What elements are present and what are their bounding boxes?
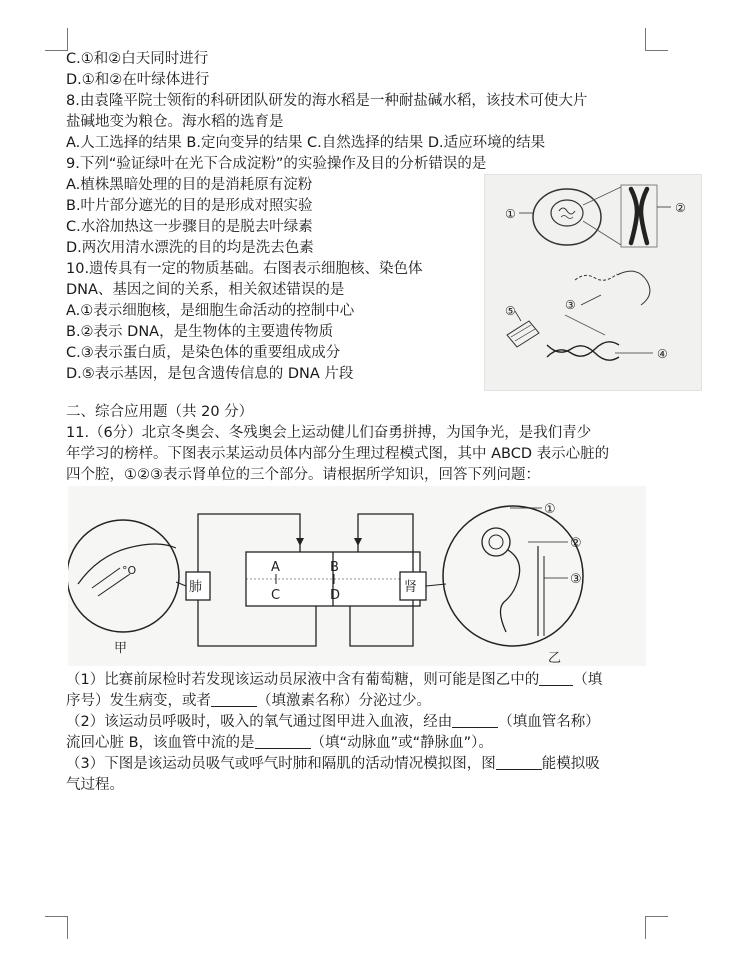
q10-figure	[484, 174, 702, 391]
q9-option-a: A.植株黑暗处理的目的是消耗原有淀粉	[66, 177, 313, 193]
q10-label-5: ⑤	[505, 304, 516, 318]
q11-stem-line1: 11.（6分）北京冬奥会、冬残奥会上运动健儿们奋勇拼搏，为国争光，是我们青少	[66, 425, 592, 441]
q11-stem-line3: 四个腔，①②③表示肾单位的三个部分。请根据所学知识，回答下列问题：	[66, 467, 540, 483]
q9-option-d: D.两次用清水漂洗的目的均是洗去色素	[66, 240, 314, 256]
q10-label-3: ③	[565, 298, 576, 312]
leader-3	[581, 295, 601, 305]
renal-tubule	[500, 550, 519, 632]
q10-label-2: ②	[675, 201, 686, 215]
gene-line-2	[515, 329, 535, 341]
q11-sub1-line2	[66, 691, 431, 711]
kidney-label: 肾	[404, 580, 418, 595]
section-2-title: 二、综合应用题（共 20 分）	[66, 404, 254, 420]
q11-sub3-text-b: 能模拟吸	[541, 756, 600, 772]
dna-strand-a	[547, 342, 619, 357]
q11-sub2-blank-2[interactable]	[255, 734, 311, 749]
arrow-into-a	[296, 538, 304, 546]
nephron-label-2: ②	[570, 536, 582, 551]
q11-sub2-text-a: （2）该运动员呼吸时，吸入的氧气通过图甲进入血液，经由	[66, 714, 453, 730]
crop-mark-top-right	[645, 28, 668, 51]
chromatin-squiggle	[559, 208, 575, 214]
q11-sub1-text-a: （1）比赛前尿检时若发现该运动员尿液中含有葡萄糖，则可能是图乙中的	[66, 672, 540, 688]
chamber-a: A	[271, 560, 280, 575]
dna-strand-b	[547, 345, 619, 360]
q9-stem: 9.下列“验证绿叶在光下合成淀粉”的实验操作及目的分析错误的是	[66, 156, 487, 172]
chromosome-box	[621, 185, 657, 247]
glomerulus-capsule	[482, 528, 510, 556]
crop-mark-top-left	[45, 28, 68, 51]
leader-5	[515, 311, 521, 321]
q8-options: A.人工选择的结果 B.定向变异的结果 C.自然选择的结果 D.适应环境的结果	[66, 135, 546, 151]
vena-cava-path	[350, 600, 413, 646]
capillary-line-1	[92, 568, 120, 588]
zoom-line-bottom	[583, 221, 621, 245]
label-jia: 甲	[114, 641, 128, 656]
capillary-line-2	[98, 574, 130, 596]
q11-stem-line2: 年学习的榜样。下图表示某运动员体内部分生理过程模式图，其中 ABCD 表示心脏的	[66, 446, 610, 462]
q11-figure	[68, 486, 646, 666]
q11-sub3-line1	[66, 754, 600, 774]
pulmonary-artery-path	[198, 600, 316, 646]
label-yi: 乙	[548, 651, 562, 666]
q11-sub1-text-b: （填	[573, 672, 603, 688]
protein-strand	[575, 274, 617, 280]
lung-label: 肺	[189, 580, 203, 595]
q9-option-b: B.叶片部分遮光的目的是形成对照实验	[66, 198, 313, 214]
q11-sub3-blank-1[interactable]	[496, 755, 542, 770]
q10-stem-line1: 10.遗传具有一定的物质基础。右图表示细胞核、染色体	[66, 261, 423, 277]
q11-sub1-text-d: （填激素名称）分泌过少。	[257, 693, 431, 709]
q11-sub3-line2: 气过程。	[66, 777, 124, 793]
unwinding-strand	[617, 271, 650, 305]
nephron-label-1: ①	[544, 502, 556, 517]
q10-option-b: B.②表示 DNA，是生物体的主要遗传物质	[66, 324, 334, 340]
q10-label-1: ①	[505, 207, 516, 221]
q8-stem-line1: 8.由袁隆平院士领衔的科研团队研发的海水稻是一种耐盐碱水稻，该技术可使大片	[66, 93, 588, 109]
chamber-b: B	[330, 560, 339, 575]
q7-option-d: D.①和②在叶绿体进行	[66, 72, 210, 88]
gene-segment	[507, 321, 539, 347]
q10-stem-line2: DNA、基因之间的关系，相关叙述错误的是	[66, 282, 345, 298]
q10-option-d: D.⑤表示基因，是包含遗传信息的 DNA 片段	[66, 366, 354, 382]
chamber-d: D	[330, 588, 341, 603]
q8-stem-line2: 盐碱地变为粮仓。海水稻的选育是	[66, 114, 284, 130]
q10-option-a: A.①表示细胞核，是细胞生命活动的控制中心	[66, 303, 355, 319]
nucleus-outline	[551, 200, 583, 226]
nephron-label-3: ③	[570, 572, 582, 587]
q9-option-c: C.水浴加热这一步骤目的是脱去叶绿素	[66, 219, 313, 235]
gas-mark: °O	[122, 564, 137, 577]
q11-sub2-text-b: （填血管名称）	[498, 714, 600, 730]
q10-option-c: C.③表示蛋白质，是染色体的重要组成成分	[66, 345, 341, 361]
chamber-c: C	[271, 588, 281, 603]
chromatid-right	[641, 189, 647, 243]
chromatin-squiggle-2	[561, 216, 573, 219]
q11-sub1-blank-1[interactable]	[539, 671, 573, 686]
q11-sub2-text-c: 流回心脏 B，该血管中流的是	[66, 735, 255, 751]
q11-sub2-line2	[66, 733, 493, 753]
q11-sub3-text-a: （3）下图是该运动员吸气或呼气时肺和隔肌的活动情况模拟图，图	[66, 756, 496, 772]
nephron-magnifier	[443, 506, 583, 646]
arrow-into-b	[354, 538, 362, 546]
q11-sub2-text-d: （填“动脉血”或“静脉血”）。	[310, 735, 493, 751]
q11-sub2-line1	[66, 712, 600, 732]
q10-label-4: ④	[657, 347, 668, 361]
q11-sub2-blank-1[interactable]	[452, 713, 498, 728]
q10-figure-drawing	[485, 175, 701, 390]
crop-mark-bottom-right	[645, 916, 668, 939]
chromatid-left	[631, 189, 637, 243]
q11-sub1-blank-2[interactable]	[211, 692, 257, 707]
glomerulus	[489, 535, 503, 549]
q11-sub1-line1	[66, 670, 602, 690]
q11-figure-drawing	[68, 486, 646, 666]
q7-option-c: C.①和②白天同时进行	[66, 51, 209, 67]
dna-connector	[565, 315, 605, 335]
crop-mark-bottom-left	[45, 916, 68, 939]
q11-sub1-text-c: 序号）发生病变，或者	[66, 693, 211, 709]
